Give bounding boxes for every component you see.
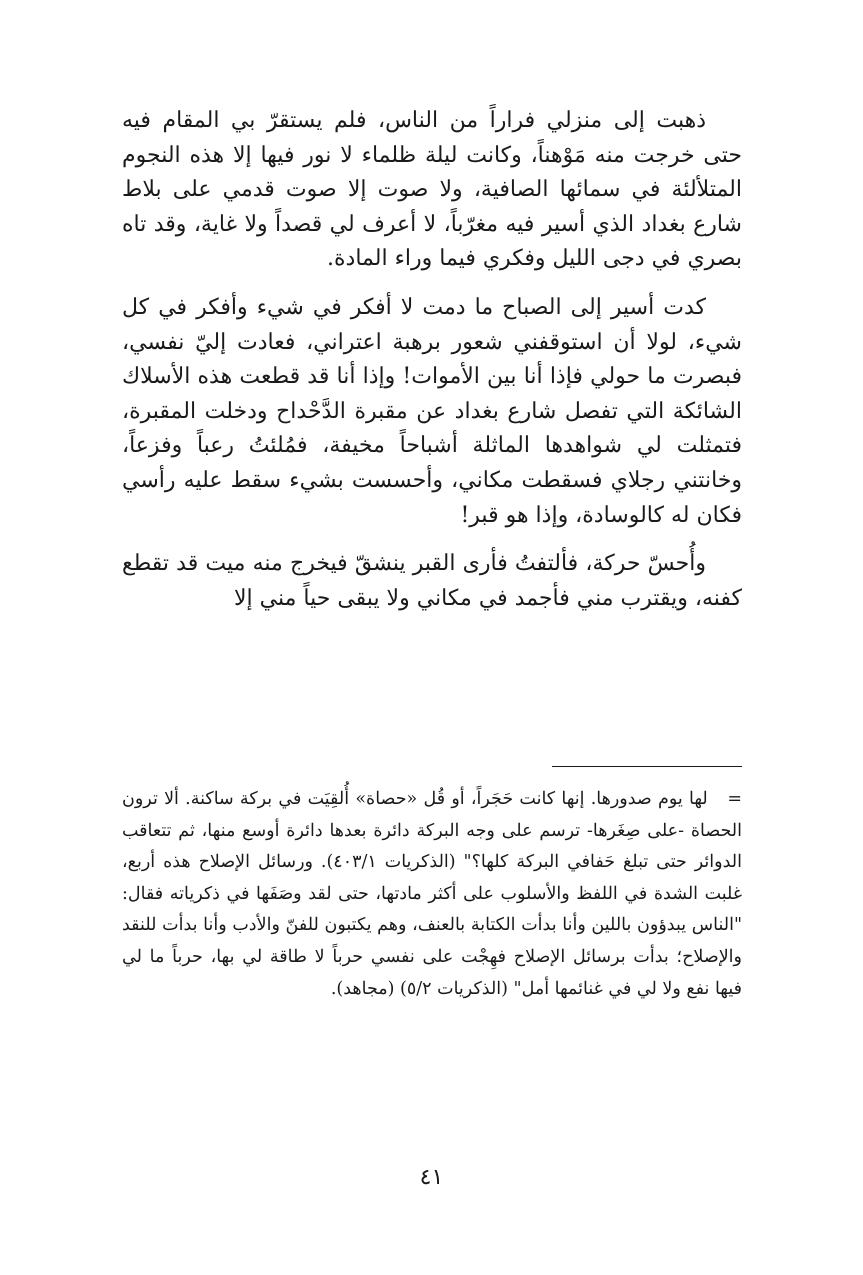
- paragraph-3: وأُحسّ حركة، فألتفتُ فأرى القبر ينشقّ فيخرج منه ميت قد تقطع كفنه، ويقترب مني فأجمد في مكاني ولا يبقى حياً مني إلا: [122, 551, 742, 611]
- main-text: [122, 104, 742, 630]
- footnote: [122, 784, 742, 1005]
- page-number: ٤١: [419, 1165, 444, 1190]
- footnote-text: لها يوم صدورها. إنها كانت حَجَراً، أو قُل «حصاة» أُلقِيَت في بركة ساكنة. ألا ترون الحصاة -على صِغَرها- ترسم على وجه البركة دائرة بعدها دائرة أوسع منها، ثم تتعاقب الدوائر حتى تبلغ حَفافي البركة كلها؟" (الذكريات ٤٠٣/١). ورسائل الإصلاح هذه أربع، غلبت الشدة في اللفظ والأسلوب على أكثر مادتها، حتى لقد وصَفَها في ذكرياته فقال: "الناس يبدؤون باللين وأنا بدأت الكتابة بالعنف، وهم يكتبون للفنّ والأدب وأنا بدأت للنقد والإصلاح؛ بدأت برسائل الإصلاح فهِجْت على نفسي حرباً لا طاقة لي بها، حرباً ما لي فيها نفع ولا لي في غنائمها أمل" (الذكريات ٥/٢) (مجاهد).: [122, 789, 742, 999]
- footnote-continuation-marker: =: [727, 789, 742, 809]
- paragraph-1: ذهبت إلى منزلي فراراً من الناس، فلم يستقرّ بي المقام فيه حتى خرجت منه مَوْهناً، وكانت ليلة ظلماء لا نور فيها إلا هذه النجوم المتلألئة في سمائها الصافية، ولا صوت إلا صوت قدمي على بلاط شارع بغداد الذي أسير فيه مغرّباً، لا أعرف لي قصداً ولا غاية، وقد تاه بصري في دجى الليل وفكري فيما وراء المادة.: [122, 108, 742, 272]
- footnote-divider: [552, 766, 742, 767]
- paragraph-2: كدت أسير إلى الصباح ما دمت لا أفكر في شيء وأفكر في كل شيء، لولا أن استوقفني شعور برهبة اعتراني، فعادت إليّ نفسي، فبصرت ما حولي فإذا أنا بين الأموات! وإذا أنا قد قطعت هذه الأسلاك الشائكة التي تفصل شارع بغداد عن مقبرة الدَّحْداح ودخلت المقبرة، فتمثلت لي شواهدها الماثلة أشباحاً مخيفة، فمُلئتُ رعباً وفزعاً، وخانتني رجلاي فسقطت مكاني، وأحسست بشيء سقط عليه رأسي فكان له كالوسادة، وإذا هو قبر!: [122, 294, 742, 528]
